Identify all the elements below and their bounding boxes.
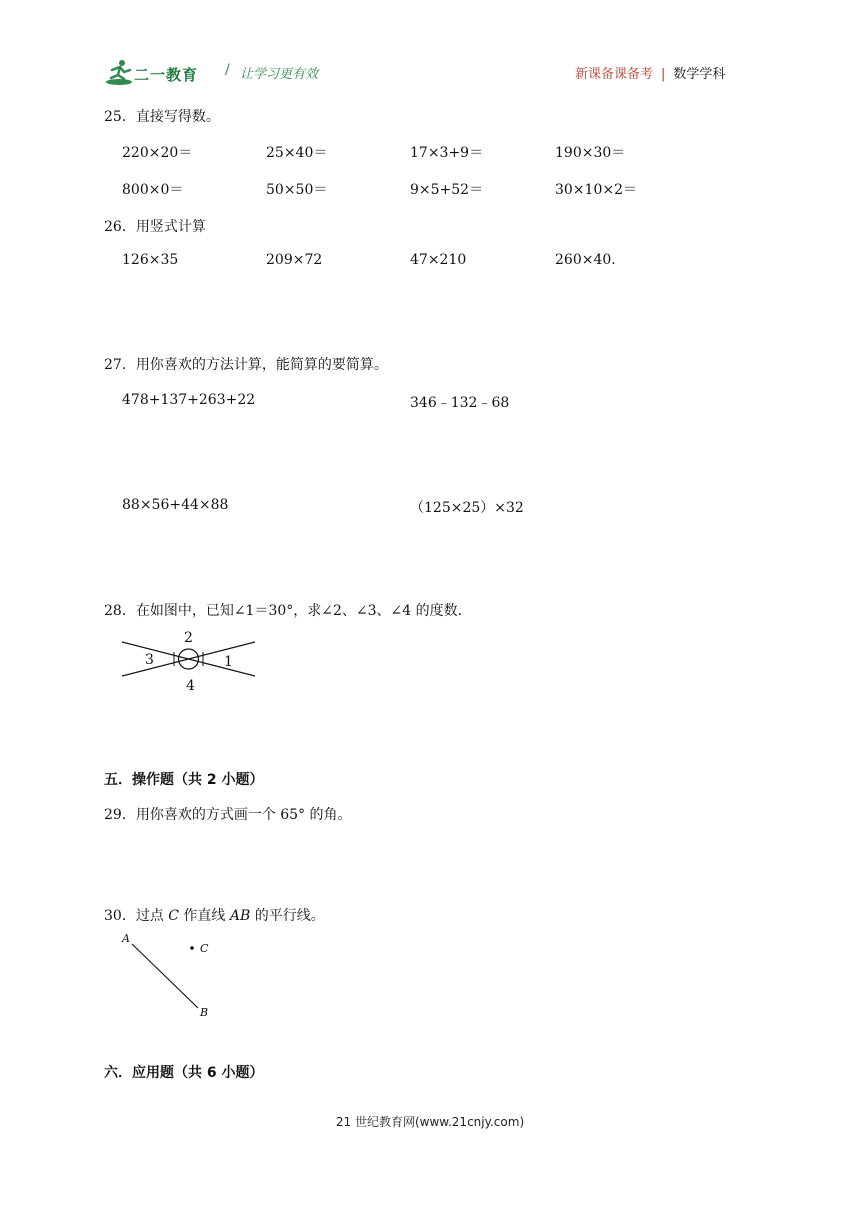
q25-item: 190×30＝ <box>555 145 626 161</box>
angle-label-2: 2 <box>184 630 193 646</box>
q30-title <box>104 905 325 925</box>
q26-item: 209×72 <box>266 252 323 268</box>
runner-logo-icon <box>104 58 134 88</box>
footer-text: 21 世纪教育网(www.21cnjy.com) <box>335 1115 525 1129</box>
q27-item: （125×25）×32 <box>410 500 524 516</box>
section-6-heading: 六．应用题（共 6 小题） <box>104 1065 264 1081</box>
q27-item: 346﹣132﹣68 <box>410 395 510 411</box>
header-course-label: 新课备课备考 <box>575 67 654 82</box>
q25-item: 800×0＝ <box>122 182 184 198</box>
angle-label-1: 1 <box>224 654 233 670</box>
header-subject-label: 数学学科 <box>673 67 726 82</box>
q28-title: 28．在如图中，已知∠1＝30°，求∠2、∠3、∠4 的度数. <box>104 603 463 619</box>
q26-item: 126×35 <box>122 252 179 268</box>
q25-item: 9×5+52＝ <box>410 182 484 198</box>
line-ab-figure <box>118 928 228 1023</box>
point-c-label: C <box>200 942 209 955</box>
q27-item: 478+137+263+22 <box>122 392 256 408</box>
header-right <box>575 63 725 82</box>
point-a-label: A <box>122 932 130 945</box>
q26-title: 26．用竖式计算 <box>104 219 206 235</box>
q29-title: 29．用你喜欢的方式画一个 65° 的角。 <box>104 807 352 823</box>
header-slash: / <box>225 62 230 78</box>
q26-item: 260×40. <box>555 252 616 268</box>
q27-item: 88×56+44×88 <box>122 497 229 513</box>
q30-title-part: 作直线 <box>178 908 230 924</box>
q25-item: 50×50＝ <box>266 182 328 198</box>
angle-label-4: 4 <box>186 678 195 694</box>
angle-label-3: 3 <box>145 652 154 668</box>
q30-title-part: 30．过点 <box>104 908 169 924</box>
q25-item: 30×10×2＝ <box>555 182 637 198</box>
header-slogan: 让学习更有效 <box>240 67 319 82</box>
q25-item: 220×20＝ <box>122 145 193 161</box>
q30-title-part: 的平行线。 <box>250 908 325 924</box>
section-5-heading: 五．操作题（共 2 小题） <box>104 772 264 788</box>
q30-line-ab: AB <box>229 908 251 924</box>
q30-point-c: C <box>168 908 179 924</box>
point-b-label: B <box>200 1006 209 1019</box>
q25-title: 25．直接写得数。 <box>104 109 220 125</box>
logo-text: 二一教育 <box>134 66 199 84</box>
q25-item: 17×3+9＝ <box>410 145 484 161</box>
intersecting-lines-figure <box>118 626 263 696</box>
logo <box>104 58 214 88</box>
q26-item: 47×210 <box>410 252 467 268</box>
header-separator: | <box>661 67 666 82</box>
q25-item: 25×40＝ <box>266 145 328 161</box>
q27-title: 27．用你喜欢的方法计算，能简算的要简算。 <box>104 357 388 373</box>
